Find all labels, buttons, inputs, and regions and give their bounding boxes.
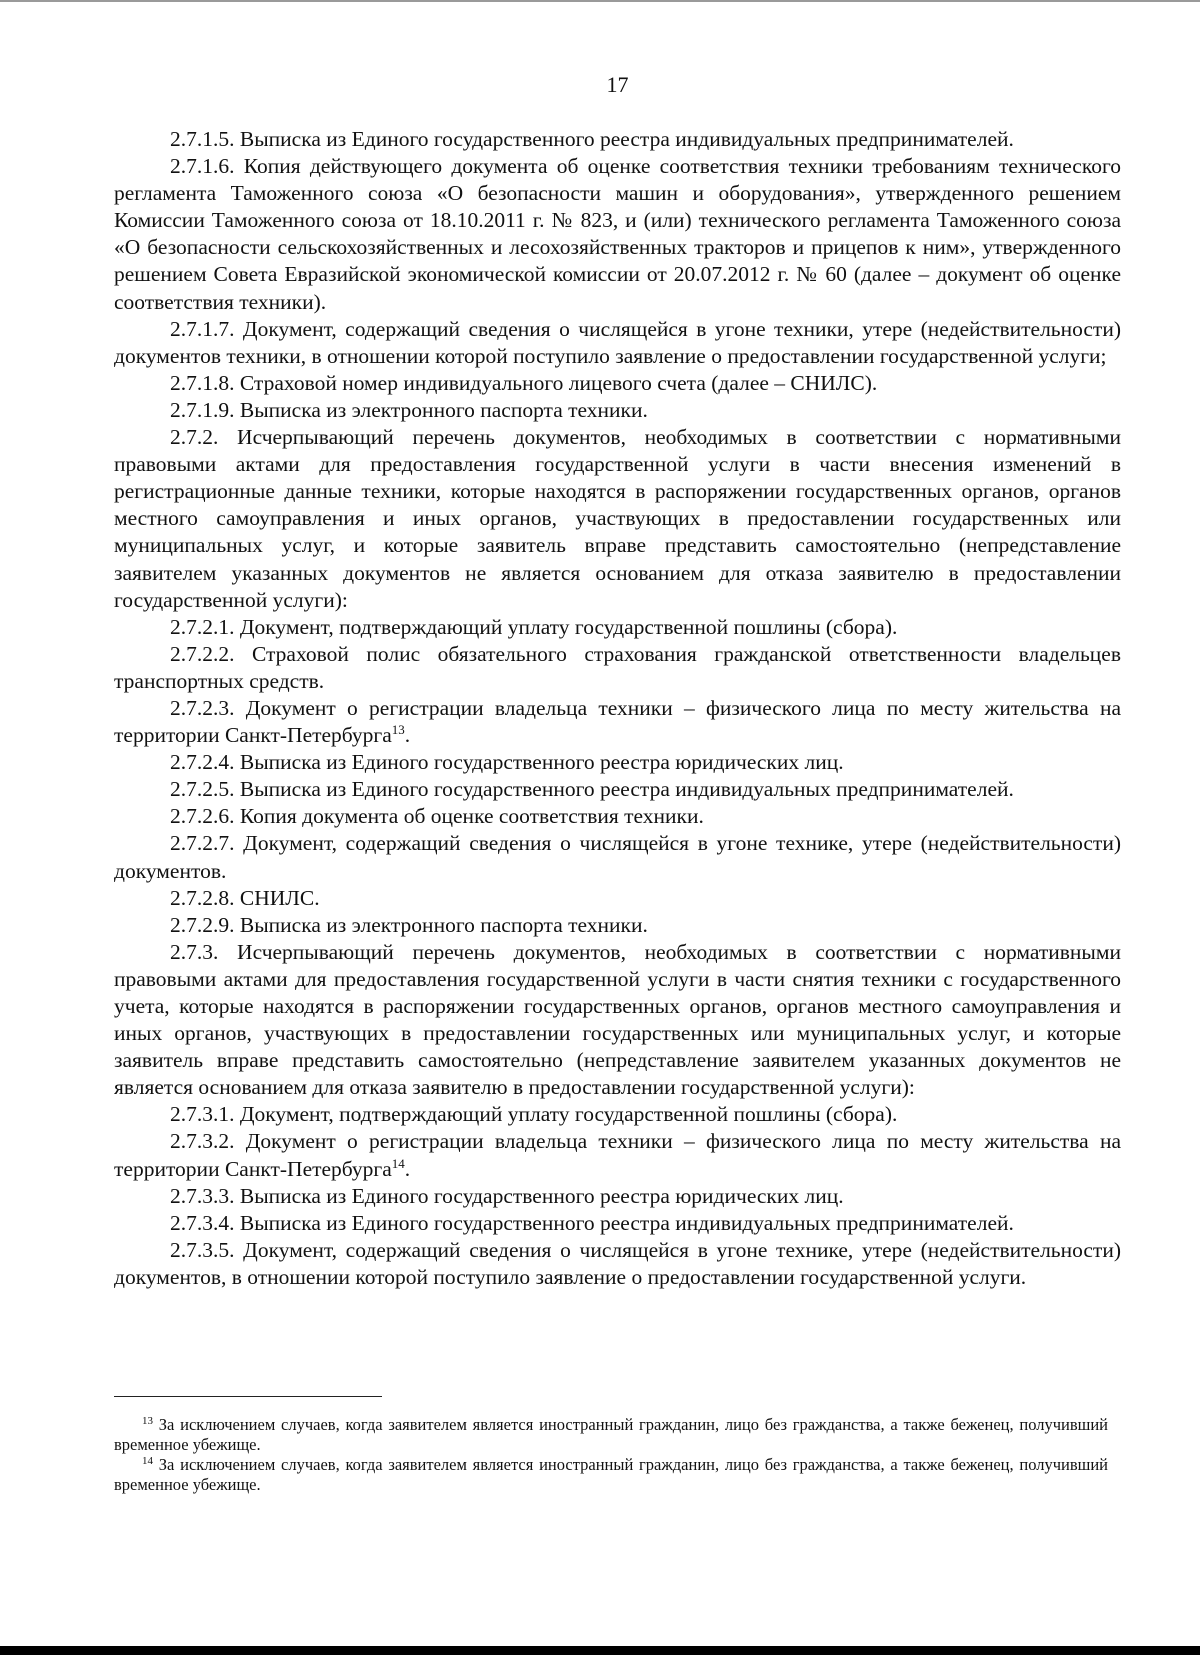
- page-number: 17: [606, 72, 629, 97]
- paragraph-2-7-1-7: 2.7.1.7. Документ, содержащий сведения о числящейся в угоне техники, утере (недействительности) документов техники, в отношении которой поступило заявление о предоставлении государственной услуги;: [114, 316, 1121, 368]
- footnotes: [114, 1415, 1108, 1495]
- footnote-ref-14[interactable]: 14: [391, 1155, 405, 1171]
- paragraph-2-7-2-1: 2.7.2.1. Документ, подтверждающий уплату государственной пошлины (сбора).: [170, 614, 898, 639]
- paragraph-2-7-2-7: 2.7.2.7. Документ, содержащий сведения о числящейся в угоне технике, утере (недействительности) документов.: [114, 831, 1121, 883]
- scan-top-border: [0, 0, 1200, 2]
- paragraph-2-7-3-2: 2.7.3.2. Документ о регистрации владельца техники – физического лица по месту жительства на территории Санкт-Петербурга$^{14}$.: [114, 1129, 1121, 1181]
- paragraph-2-7-1-5: 2.7.1.5. Выписка из Единого государственного реестра индивидуальных предпринимателей.: [170, 127, 1014, 151]
- paragraph-2-7-3-4: 2.7.3.4. Выписка из Единого государственного реестра индивидуальных предпринимателей.: [170, 1210, 1014, 1235]
- scan-bottom-border: [0, 1646, 1200, 1655]
- paragraph-2-7-3-3: 2.7.3.3. Выписка из Единого государственного реестра юридических лиц.: [170, 1183, 844, 1208]
- footnote-13: $^{13}$ За исключением случаев, когда заявителем является иностранный гражданин, лицо без гражданства, а также беженец, получивший временное убежище.: [114, 1415, 1108, 1454]
- document-body: [114, 126, 1121, 1291]
- paragraph-2-7-2-4: 2.7.2.4. Выписка из Единого государственного реестра юридических лиц.: [170, 750, 844, 775]
- paragraph-2-7-2-2: 2.7.2.2. Страховой полис обязательного страхования гражданской ответственности владельцев транспортных средств.: [114, 641, 1121, 693]
- paragraph-2-7-3-5: 2.7.3.5. Документ, содержащий сведения о числящейся в угоне технике, утере (недействительности) документов, в отношении которой поступило заявление о предоставлении государственной услуги.: [114, 1237, 1121, 1289]
- footnote-mark-14: 14: [142, 1455, 153, 1467]
- paragraph-2-7-2-8: 2.7.2.8. СНИЛС.: [170, 885, 320, 910]
- paragraph-2-7-2: 2.7.2. Исчерпывающий перечень документов, необходимых в соответствии с нормативными правовыми актами для предоставления государственной услуги в части внесения изменений в регистрационные данные техники, которые находятся в распоряжении государственных органов, органов местного самоуправления и иных органов, участвующих в предоставлении государственных или муниципальных услуг, и которые заявитель вправе представить самостоятельно (непредставление заявителем указанных документов не является основанием для отказа заявителю в предоставлении государственной услуги):: [114, 425, 1121, 612]
- paragraph-2-7-1-8: 2.7.1.8. Страховой номер индивидуального лицевого счета (далее – СНИЛС).: [170, 370, 878, 395]
- footnote-14: $^{14}$ За исключением случаев, когда заявителем является иностранный гражданин, лицо без гражданства, а также беженец, получивший временное убежище.: [114, 1455, 1108, 1494]
- footnote-mark-13: 13: [142, 1415, 153, 1427]
- footnote-ref-13[interactable]: 13: [391, 722, 405, 738]
- paragraph-2-7-1-9: 2.7.1.9. Выписка из электронного паспорта техники.: [170, 397, 648, 422]
- paragraph-2-7-2-9: 2.7.2.9. Выписка из электронного паспорта техники.: [170, 912, 648, 937]
- paragraph-2-7-2-5: 2.7.2.5. Выписка из Единого государственного реестра индивидуальных предпринимателей.: [170, 777, 1014, 802]
- paragraph-2-7-3-1: 2.7.3.1. Документ, подтверждающий уплату государственной пошлины (сбора).: [170, 1102, 898, 1127]
- paragraph-2-7-3: 2.7.3. Исчерпывающий перечень документов, необходимых в соответствии с нормативными правовыми актами для предоставления государственной услуги в части снятия техники с государственного учета, которые находятся в распоряжении государственных органов, органов местного самоуправления и иных органов, участвующих в предоставлении государственных или муниципальных услуг, и которые заявитель вправе представить самостоятельно (непредставление заявителем указанных документов не является основанием для отказа заявителю в предоставлении государственной услуги):: [114, 939, 1121, 1100]
- footnote-separator: [114, 1396, 382, 1397]
- paragraph-2-7-1-6: 2.7.1.6. Копия действующего документа об оценке соответствия техники требованиям технического регламента Таможенного союза «О безопасности машин и оборудования», утвержденного решением Комиссии Таможенного союза от 18.10.2011 г. № 823, и (или) технического регламента Таможенного союза «О безопасности сельскохозяйственных и лесохозяйственных тракторов и прицепов к ним», утвержденного решением Совета Евразийской экономической комиссии от 20.07.2012 г. № 60 (далее – документ об оценке соответствия техники).: [114, 154, 1121, 314]
- paragraph-2-7-2-3: 2.7.2.3. Документ о регистрации владельца техники – физического лица по месту жительства на территории Санкт-Петербурга$^{13}$.: [114, 695, 1121, 748]
- paragraph-2-7-2-6: 2.7.2.6. Копия документа об оценке соответствия техники.: [170, 804, 704, 829]
